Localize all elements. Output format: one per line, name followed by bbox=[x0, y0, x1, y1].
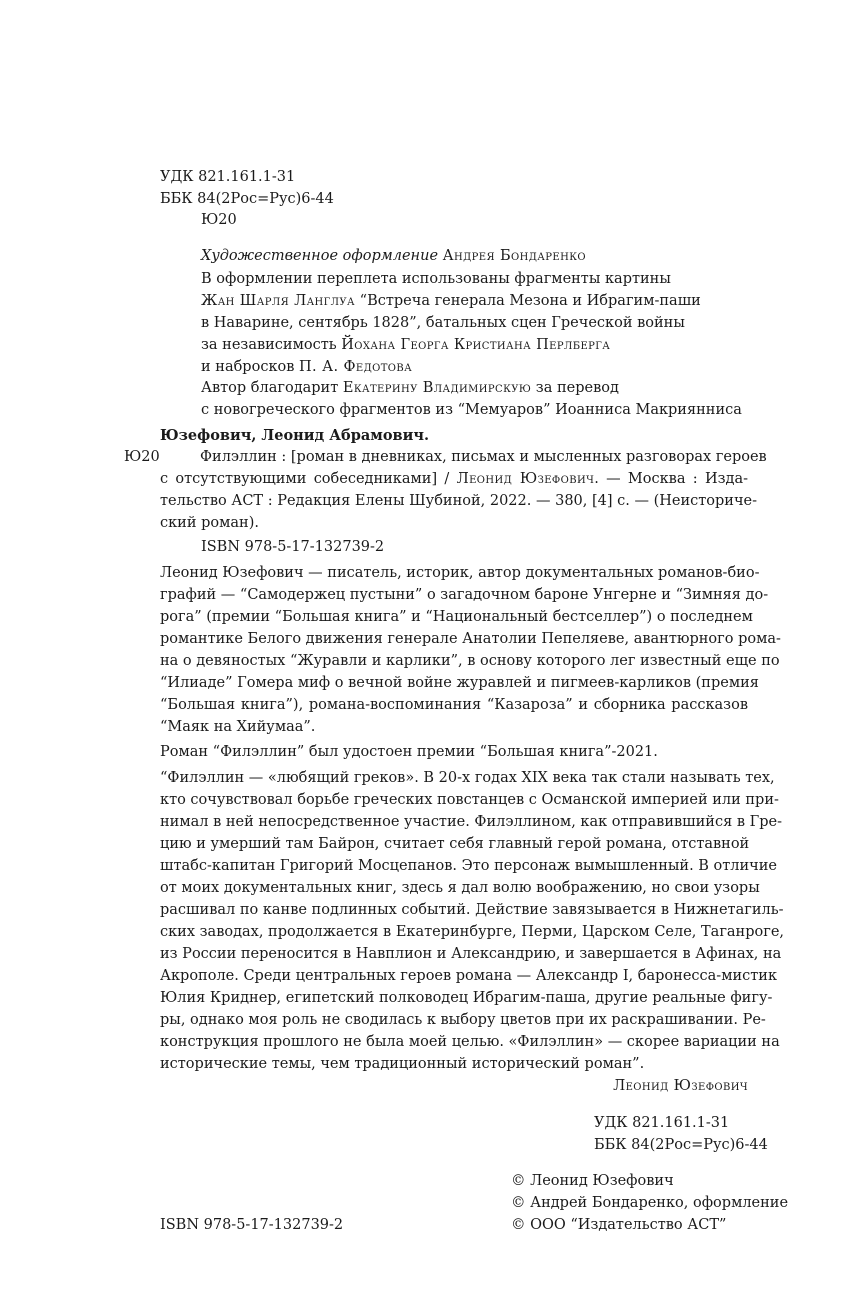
quote-line-12: ры, однако моя роль не сводилась к выбору цветов при их раскрашивании. Ре- bbox=[160, 1012, 766, 1028]
cover-note-text: за независимость bbox=[201, 337, 342, 353]
record-heading: Юзефович, Леонид Абрамович. bbox=[160, 427, 430, 444]
cover-note-line-5 bbox=[201, 356, 412, 379]
quote-line-9: из России переносится в Навплион и Александрию, и завершается в Афинах, на bbox=[160, 946, 782, 962]
record-isbn: ISBN 978-5-17-132739-2 bbox=[201, 539, 385, 555]
about-line-2: графий — “Самодержец пустыни” о загадочном бароне Унгерне и “Зимняя до- bbox=[160, 587, 769, 603]
quote-line-11: Юлия Криднер, египетский полководец Ибрагим-паша, другие реальные фигу- bbox=[160, 990, 773, 1006]
copyright-author: © Леонид Юзефович bbox=[511, 1173, 674, 1189]
quote-line-1: “Филэллин — «любящий греков». В 20-х годах XIX века так стали называть тех, bbox=[160, 770, 775, 786]
quote-line-6: от моих документальных книг, здесь я дал волю воображению, но свои узоры bbox=[160, 880, 760, 896]
quote-line-2: кто сочувствовал борьбе греческих повстанцев с Османской империей или при- bbox=[160, 792, 779, 808]
bbk-code: ББК 84(2Рос=Рус)6-44 bbox=[160, 191, 334, 207]
record-author-mark: Ю20 bbox=[124, 449, 160, 465]
record-author-name: Леонид Юзефович bbox=[456, 471, 595, 487]
thanks-line-2: с новогреческого фрагментов из “Мемуаров” Иоанниса Макриянниса bbox=[201, 402, 742, 418]
quote-line-4: цию и умерший там Байрон, считает себя главный герой романа, отставной bbox=[160, 836, 750, 852]
artist-name: Йохана Георга Кристиана Перлберга bbox=[341, 337, 611, 353]
designer-name: Андрея Бондаренко bbox=[442, 248, 586, 264]
cover-note-line-4 bbox=[201, 334, 610, 357]
thanks-text: Автор благодарит bbox=[201, 380, 343, 396]
record-line-3: тельство АСТ : Редакция Елены Шубиной, 2022. — 380, [4] с. — (Неисториче- bbox=[160, 493, 758, 509]
record-line-4: ский роман). bbox=[160, 515, 259, 531]
bottom-bbk: ББК 84(2Рос=Рус)6-44 bbox=[594, 1137, 768, 1153]
quote-line-3: нимал в ней непосредственное участие. Филэллином, как отправившийся в Гре- bbox=[160, 814, 782, 830]
about-line-7: “Большая книга”), романа-воспоминания “Казароза” и сборника рассказов bbox=[160, 697, 748, 713]
thanks-text: за перевод bbox=[531, 380, 619, 396]
about-line-8: “Маяк на Хийумаа”. bbox=[160, 719, 316, 735]
quote-line-7: расшивал по канве подлинных событий. Действие завязывается в Нижнетагиль- bbox=[160, 902, 784, 918]
quote-line-14: исторические темы, чем традиционный исторический роман”. bbox=[160, 1056, 645, 1072]
cover-note-line-1: В оформлении переплета использованы фрагменты картины bbox=[201, 271, 671, 287]
record-text: с отсутствующими собеседниками] / bbox=[160, 471, 457, 487]
quote-line-8: ских заводах, продолжается в Екатеринбурге, Перми, Царском Селе, Таганроге, bbox=[160, 924, 785, 940]
quote-line-10: Акрополе. Среди центральных героев романа — Александр I, баронесса-мистик bbox=[160, 968, 778, 984]
bottom-udk: УДК 821.161.1-31 bbox=[594, 1115, 730, 1131]
sketch-artist-name: П. А. Федотова bbox=[299, 359, 413, 375]
record-line-2 bbox=[160, 468, 748, 491]
design-label: Художественное оформление bbox=[201, 248, 439, 264]
author-mark: Ю20 bbox=[201, 212, 237, 228]
udk-code: УДК 821.161.1-31 bbox=[160, 169, 296, 185]
quote-line-5: штабс-капитан Григорий Мосцепанов. Это персонаж вымышленный. В отличие bbox=[160, 858, 778, 874]
bottom-isbn: ISBN 978-5-17-132739-2 bbox=[160, 1217, 344, 1233]
about-line-5: на о девяностых “Журавли и карлики”, в основу которого лег известный еще по bbox=[160, 653, 780, 669]
cover-note-line-2 bbox=[201, 290, 701, 313]
about-line-1: Леонид Юзефович — писатель, историк, автор документальных романов-био- bbox=[160, 565, 760, 581]
design-credit bbox=[201, 245, 586, 268]
thanks-line-1 bbox=[201, 377, 619, 400]
about-line-6: “Илиаде” Гомера миф о вечной войне журавлей и пигмеев-карликов (премия bbox=[160, 675, 759, 691]
cover-note-line-3: в Наварине, сентябрь 1828”, батальных сцен Греческой войны bbox=[201, 315, 685, 331]
award-note: Роман “Филэллин” был удостоен премии “Большая книга”-2021. bbox=[160, 744, 658, 760]
copyright-publisher: © ООО “Издательство АСТ” bbox=[511, 1217, 727, 1233]
quote-author: Леонид Юзефович bbox=[613, 1078, 748, 1094]
painter-name: Жан Шарля Ланглуа bbox=[201, 293, 356, 309]
painting-title: “Встреча генерала Мезона и Ибрагим-паши bbox=[355, 293, 701, 309]
record-text: . — Москва : Изда- bbox=[594, 471, 748, 487]
cover-note-text: и набросков bbox=[201, 359, 300, 375]
translator-name: Екатерину Владимирскую bbox=[342, 380, 532, 396]
about-line-4: романтике Белого движения генерале Анатолии Пепеляеве, авантюрного рома- bbox=[160, 631, 781, 647]
about-line-3: рога” (премии “Большая книга” и “Национальный бестселлер”) о последнем bbox=[160, 609, 753, 625]
record-line-1: Филэллин : [роман в дневниках, письмах и мысленных разговорах героев bbox=[200, 449, 767, 465]
quote-line-13: конструкция прошлого не была моей целью. «Филэллин» — скорее вариации на bbox=[160, 1034, 780, 1050]
copyright-design: © Андрей Бондаренко, оформление bbox=[511, 1195, 789, 1211]
